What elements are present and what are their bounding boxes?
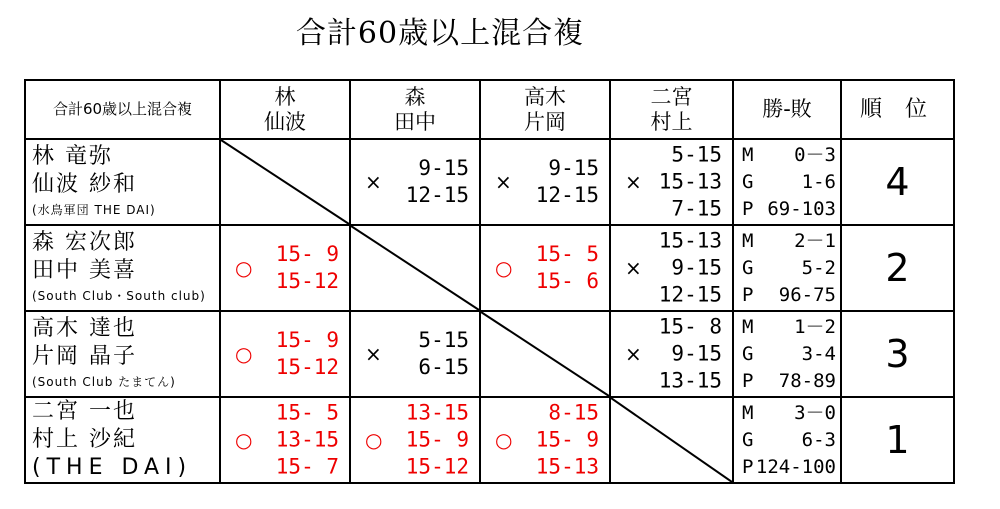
diagonal-line [611, 398, 732, 482]
diagonal-line [481, 312, 609, 396]
page-title: 合計60歳以上混合複 [295, 16, 585, 51]
match-result-cell [220, 225, 350, 311]
win-loss-cell: M 1－2 G 3-4 P 78-89 [733, 311, 841, 397]
self-match-cell [610, 397, 733, 483]
win-loss-cell: M 0－3 G 1-6 P 69-103 [733, 139, 841, 225]
player-cell [25, 397, 220, 483]
match-record: 3－0 [794, 401, 836, 424]
win-circle-icon: ○ [495, 256, 513, 280]
match-record: 2－1 [794, 229, 836, 252]
player-2-name: 仙波 紗和 [32, 172, 137, 197]
match-record: 1－2 [794, 315, 836, 338]
point-record: 96-75 [778, 283, 836, 306]
match-result-cell [350, 311, 480, 397]
club-name: (South Club たまてん) [32, 375, 176, 389]
win-circle-icon: ○ [365, 428, 383, 452]
self-match-cell [350, 225, 480, 311]
player-2-name: 片岡 晶子 [32, 344, 137, 369]
match-result-cell [350, 139, 480, 225]
game-scores: 9-15 12-15 [405, 156, 469, 207]
game-scores: 9-15 12-15 [535, 156, 599, 207]
loss-cross-icon: × [625, 342, 642, 366]
win-loss-cell: M 2－1 G 5-2 P 96-75 [733, 225, 841, 311]
win-loss-cell: M 3－0 G 6-3 P 124-100 [733, 397, 841, 483]
col-header-3: 高木 片岡 [480, 80, 610, 139]
win-circle-icon: ○ [235, 256, 253, 280]
player-2-name: 村上 沙紀 [32, 427, 137, 452]
player-1-name: 二宮 一也 [32, 399, 137, 424]
match-result-cell [480, 139, 610, 225]
game-record: 5-2 [801, 256, 836, 279]
win-circle-icon: ○ [235, 342, 253, 366]
round-robin-table [24, 79, 955, 484]
player-cell [25, 225, 220, 311]
player-1-name: 森 宏次郎 [32, 230, 137, 255]
loss-cross-icon: × [365, 342, 382, 366]
loss-cross-icon: × [365, 170, 382, 194]
club-name: (South Club・South club) [32, 289, 206, 303]
loss-cross-icon: × [495, 170, 512, 194]
player-1-name: 高木 達也 [32, 316, 137, 341]
match-result-cell [350, 397, 480, 483]
diagonal-line [221, 140, 349, 224]
game-scores: 5-15 15-13 7-15 [658, 142, 722, 221]
match-result-cell [480, 397, 610, 483]
rank-value: 1 [841, 397, 954, 483]
loss-cross-icon: × [625, 170, 642, 194]
game-scores: 15- 9 15-12 [275, 328, 339, 379]
point-record: 69-103 [767, 197, 836, 220]
club-name: (THE DAI) [32, 455, 193, 480]
match-result-cell [220, 311, 350, 397]
game-scores: 15- 9 15-12 [275, 242, 339, 293]
rank-header: 順 位 [841, 80, 954, 139]
self-match-cell [480, 311, 610, 397]
table-row [25, 225, 954, 311]
win-loss-header: 勝-敗 [733, 80, 841, 139]
rank-value: 4 [841, 139, 954, 225]
match-result-cell [220, 397, 350, 483]
match-record: 0－3 [794, 143, 836, 166]
game-record: 6-3 [801, 428, 836, 451]
col-header-2: 森 田中 [350, 80, 480, 139]
match-result-cell [610, 139, 733, 225]
point-record: 78-89 [778, 369, 836, 392]
match-result-cell [610, 225, 733, 311]
col-header-4: 二宮 村上 [610, 80, 733, 139]
player-cell [25, 139, 220, 225]
table-row [25, 139, 954, 225]
game-scores: 13-15 15- 9 15-12 [405, 400, 469, 479]
player-2-name: 田中 美喜 [32, 258, 137, 283]
point-record: 124-100 [755, 455, 836, 478]
game-scores: 5-15 6-15 [418, 328, 469, 379]
win-circle-icon: ○ [495, 428, 513, 452]
game-record: 3-4 [801, 342, 836, 365]
rank-value: 3 [841, 311, 954, 397]
loss-cross-icon: × [625, 256, 642, 280]
game-scores: 15-13 9-15 12-15 [658, 228, 722, 307]
game-scores: 8-15 15- 9 15-13 [535, 400, 599, 479]
match-result-cell [610, 311, 733, 397]
match-result-cell [480, 225, 610, 311]
table-row [25, 311, 954, 397]
table-row [25, 397, 954, 483]
game-record: 1-6 [801, 170, 836, 193]
club-name: (水鳥軍団 THE DAI) [32, 203, 156, 217]
diagonal-line [351, 226, 479, 310]
game-scores: 15- 5 13-15 15- 7 [275, 400, 339, 479]
player-cell [25, 311, 220, 397]
game-scores: 15- 5 15- 6 [535, 242, 599, 293]
col-header-1: 林 仙波 [220, 80, 350, 139]
corner-header: 合計60歳以上混合複 [25, 80, 220, 139]
game-scores: 15- 8 9-15 13-15 [658, 314, 722, 393]
rank-value: 2 [841, 225, 954, 311]
self-match-cell [220, 139, 350, 225]
player-1-name: 林 竜弥 [32, 144, 113, 169]
win-circle-icon: ○ [235, 428, 253, 452]
